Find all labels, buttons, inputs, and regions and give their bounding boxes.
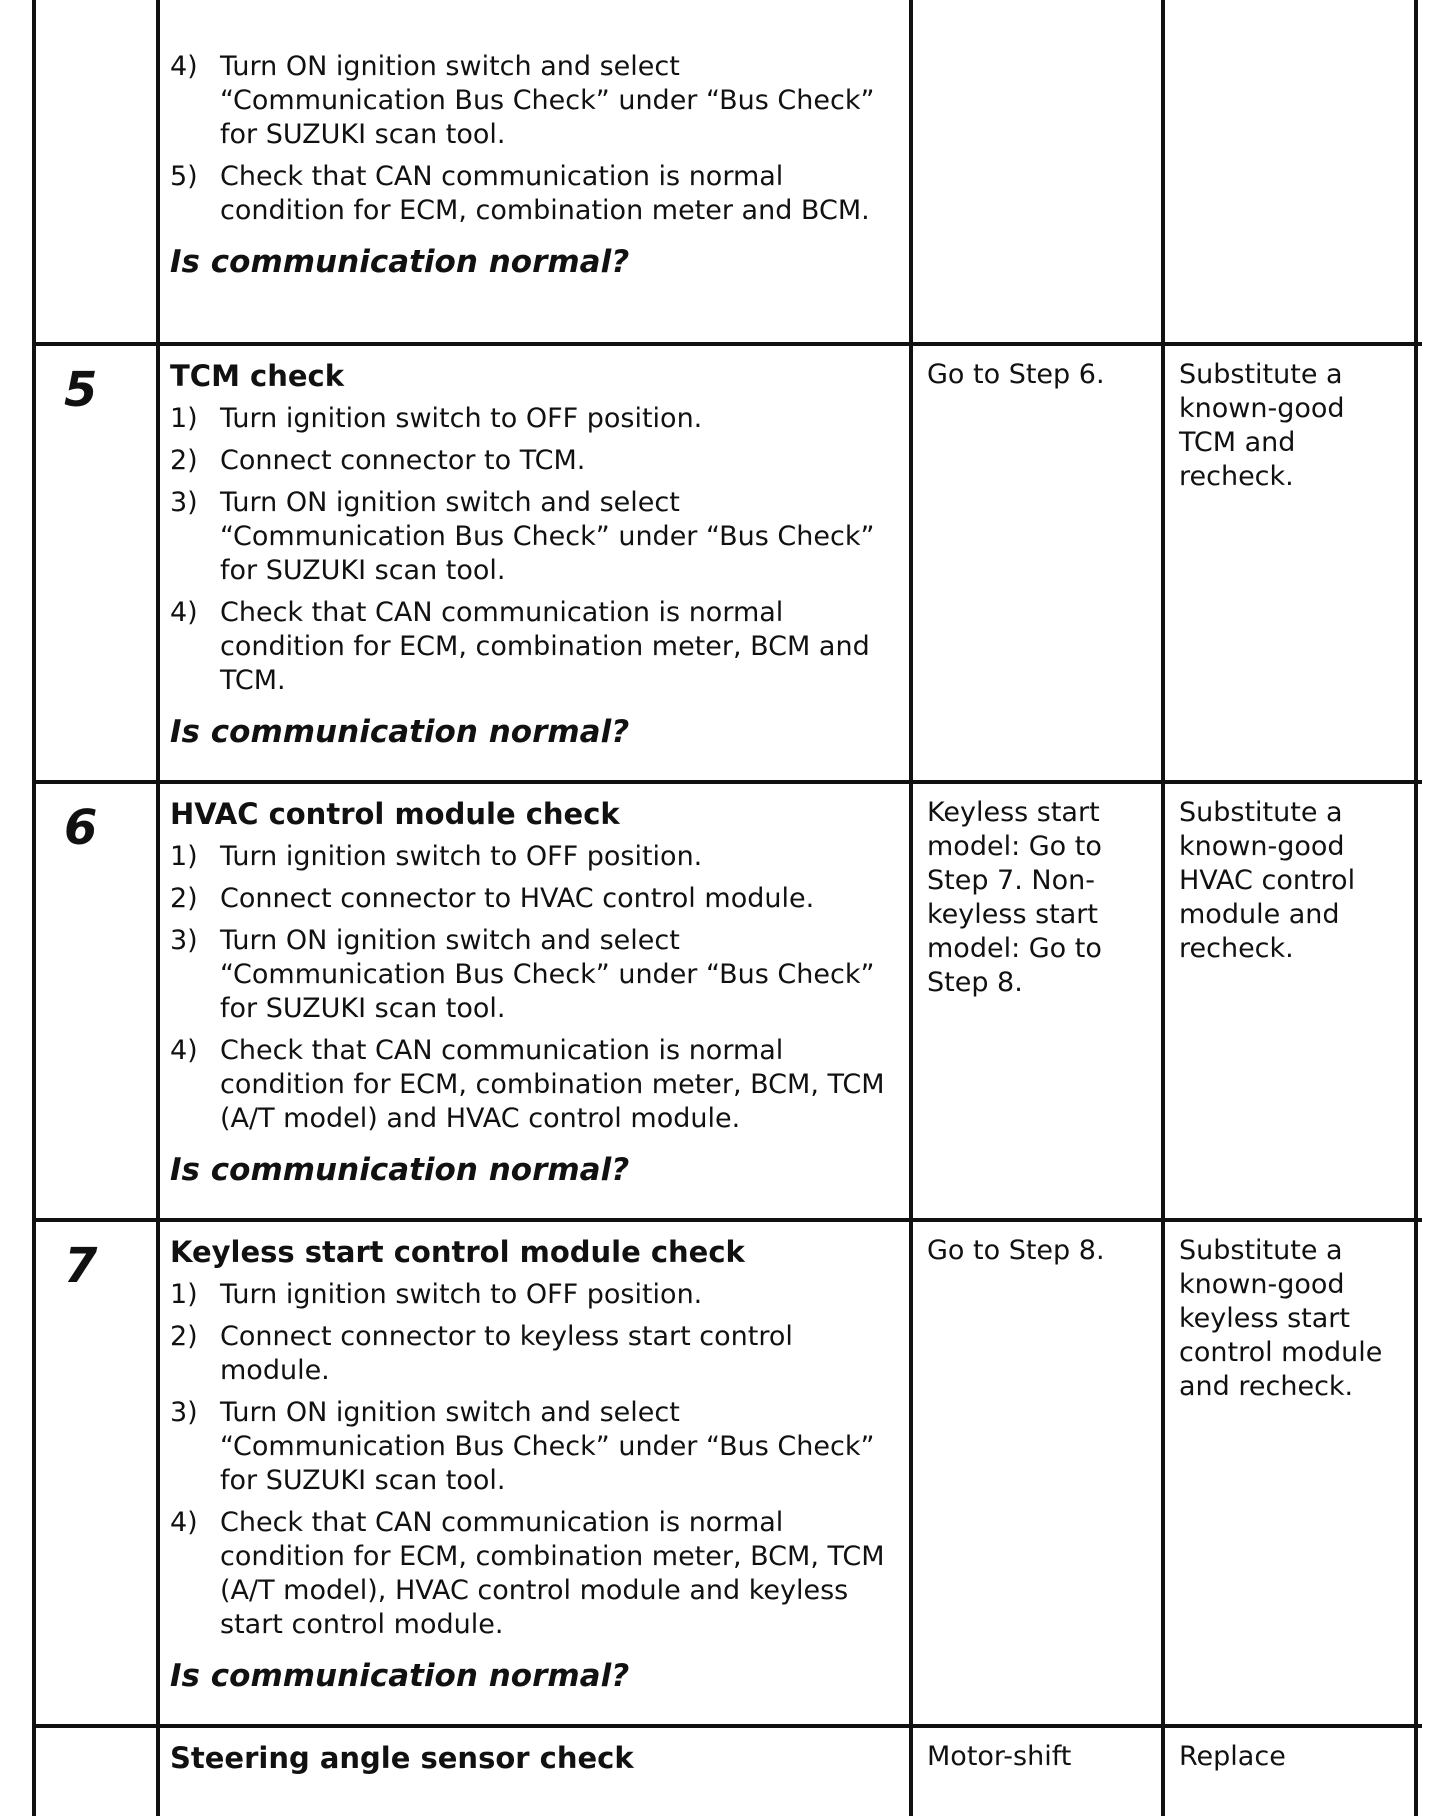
row-step-7-content [170,1234,895,1696]
yes-action: Keyless start model: Go to Step 7. Non-keyless start model: Go to Step 8. [927,797,1102,998]
item-text: Check that CAN communication is normal condition for ECM, combination meter and BCM. [220,161,870,226]
item-text: Turn ON ignition switch and select “Communication Bus Check” under “Bus Check” for SUZUKI scan tool. [220,925,875,1024]
list-item [170,1034,895,1136]
step-number: 6 [64,800,98,856]
table-divider-no [1161,0,1165,1816]
table-border-right [1414,0,1418,1816]
item-text: Check that CAN communication is normal condition for ECM, combination meter, BCM, TCM (A/T model) and HVAC control module. [220,1035,885,1134]
step-title: HVAC control module check [170,797,620,831]
step-number: 5 [64,362,98,418]
item-text: Check that CAN communication is normal condition for ECM, combination meter, BCM and TCM. [220,597,870,696]
no-action: Replace [1179,1741,1286,1772]
row-step-6-content [170,796,895,1190]
item-number: 2) [170,445,198,476]
list-item [170,50,895,152]
table-divider-step [156,0,160,1816]
list-item [170,596,895,698]
row-divider [32,780,1422,784]
item-text: Turn ON ignition switch and select “Communication Bus Check” under “Bus Check” for SUZUKI scan tool. [220,487,875,586]
item-number: 1) [170,403,198,434]
item-number: 1) [170,1279,198,1310]
item-text: Check that CAN communication is normal condition for ECM, combination meter, BCM, TCM (A/T model), HVAC control module and keyless start control module. [220,1507,885,1640]
question: Is communication normal? [170,1658,630,1694]
step-title: Keyless start control module check [170,1235,745,1269]
item-text: Turn ON ignition switch and select “Communication Bus Check” under “Bus Check” for SUZUKI scan tool. [220,1397,875,1496]
item-number: 5) [170,161,198,192]
item-number: 2) [170,883,198,914]
row-divider [32,1724,1422,1728]
no-action: Substitute a known-good HVAC control module and recheck. [1179,797,1356,964]
row-top-content [170,50,895,282]
list-item [170,1320,895,1388]
list-item [170,444,895,478]
list-item [170,882,895,916]
item-text: Connect connector to HVAC control module. [220,883,815,914]
item-text: Connect connector to keyless start control module. [220,1321,793,1386]
yes-action: Go to Step 8. [927,1235,1105,1266]
item-number: 3) [170,925,198,956]
step-title: TCM check [170,359,344,393]
item-text: Turn ignition switch to OFF position. [220,841,703,872]
question: Is communication normal? [170,714,630,750]
item-text: Turn ON ignition switch and select “Communication Bus Check” under “Bus Check” for SUZUKI scan tool. [220,51,875,150]
table-divider-yes [909,0,913,1816]
no-action: Substitute a known-good keyless start control module and recheck. [1179,1235,1383,1402]
list-item [170,160,895,228]
question: Is communication normal? [170,1152,630,1188]
row-bottom-content [170,1740,895,1784]
no-action: Substitute a known-good TCM and recheck. [1179,359,1345,492]
list-item [170,1506,895,1642]
list-item [170,1396,895,1498]
list-item [170,1278,895,1312]
list-item [170,840,895,874]
item-number: 1) [170,841,198,872]
yes-action: Go to Step 6. [927,359,1105,390]
item-number: 4) [170,1035,198,1066]
step-number: 7 [64,1238,98,1294]
row-divider [32,1218,1422,1222]
step-title: Steering angle sensor check [170,1741,634,1775]
item-text: Turn ignition switch to OFF position. [220,403,703,434]
question: Is communication normal? [170,244,630,280]
item-number: 3) [170,487,198,518]
list-item [170,486,895,588]
table-border-left [32,0,36,1816]
item-number: 4) [170,51,198,82]
row-step-5-content [170,358,895,752]
yes-action: Motor-shift [927,1741,1072,1772]
item-number: 4) [170,597,198,628]
list-item [170,402,895,436]
item-number: 4) [170,1507,198,1538]
item-number: 2) [170,1321,198,1352]
item-text: Turn ignition switch to OFF position. [220,1279,703,1310]
item-number: 3) [170,1397,198,1428]
item-text: Connect connector to TCM. [220,445,586,476]
row-divider [32,342,1422,346]
list-item [170,924,895,1026]
